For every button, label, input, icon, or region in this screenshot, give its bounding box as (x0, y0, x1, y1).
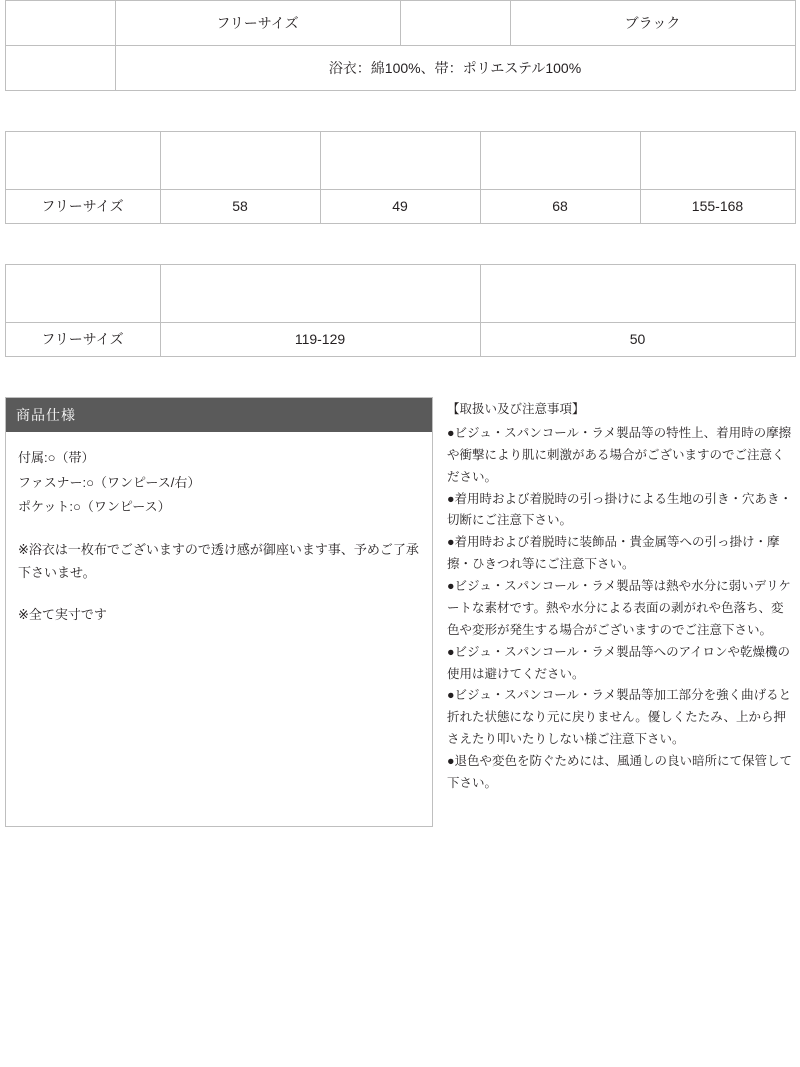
size-table-onepiece (5, 264, 796, 357)
header-spec-table (5, 0, 796, 91)
col-head-size (5, 132, 160, 190)
cell-onepiece-mitake: 119-129 (160, 323, 480, 357)
table-header-row (5, 265, 795, 323)
cell-size-value: フリーサイズ (115, 1, 400, 46)
spec-note-2: ※全て実寸です (18, 606, 107, 622)
col-head-mitake (160, 132, 320, 190)
spacer-1 (0, 91, 800, 131)
caution-item: ●ビジュ・スパンコール・ラメ製品等は熱や水分に弱いデリケートな素材です。熱や水分による表面の剥がれや色落ち、変色や変形が発生する場合がございますのでご注意下さい。 (447, 579, 791, 637)
size-table-yukata (5, 131, 796, 224)
table-row (5, 190, 795, 224)
spec-panel-body (6, 432, 432, 636)
cell-mitake: 58 (160, 190, 320, 224)
col-head-sodetake: 袖丈 (320, 132, 480, 190)
spacer-3 (0, 357, 800, 397)
caution-item: ●着用時および着脱時に装飾品・貴金属等への引っ掛け・摩擦・ひきつれ等にご注意下さい。 (447, 535, 780, 572)
col-head-size-l1: サイズ (62, 142, 103, 159)
spacer-2 (0, 224, 800, 264)
caution-item: ●ビジュ・スパンコール・ラメ製品等の特性上、着用時の摩擦や衝撃により肌に刺激がある場合がございますのでご注意ください。 (447, 425, 792, 484)
col-head-size-l2: （ｃｍ） (54, 161, 111, 178)
col-head-size (5, 265, 160, 323)
caution-item: ●退色や変色を防ぐためには、風通しの良い暗所にて保管して下さい。 (447, 754, 793, 790)
bottom-section (5, 397, 795, 827)
cell-size: フリーサイズ (5, 190, 160, 224)
col-head-height: 適合身長 (640, 132, 795, 190)
caution-panel (447, 397, 795, 795)
col-head-onepiece-mitake (160, 265, 480, 323)
col-head-onepiece-l2: 身丈 (306, 294, 334, 311)
table-row (5, 46, 795, 91)
cell-height: 155-168 (640, 190, 795, 224)
col-head-size-l2: （ｃｍ） (54, 294, 111, 311)
table-row (5, 1, 795, 46)
caution-item: ●着用時および着脱時の引っ掛けによる生地の引き・穴あき・切断にご注意下さい。 (447, 491, 793, 528)
caution-item: ●ビジュ・スパンコール・ラメ製品等へのアイロンや乾燥機の使用は避けてください。 (447, 644, 791, 681)
caution-item: ●ビジュ・スパンコール・ラメ製品等加工部分を強く曲げると折れた状態になり元に戻りません。優しくたたみ、上から押さえたり叩いたりしない様ご注意下さい。 (447, 688, 792, 747)
spec-line: ファスナー:○（ワンピース/右） (18, 474, 201, 490)
col-head-mihaba: 身幅 (480, 265, 795, 323)
spec-note-1: ※浴衣は一枚布でございますので透け感が御座います事、予めご了承下さいませ。 (18, 542, 419, 581)
spec-panel-title: 商品仕様 (6, 398, 432, 432)
col-head-yukitake: 裄丈 (480, 132, 640, 190)
col-head-size-l1: サイズ (62, 275, 103, 292)
table-header-row (5, 132, 795, 190)
cell-color-value: ブラック (510, 1, 795, 46)
cell-yukitake: 68 (480, 190, 640, 224)
spec-line: 付属:○（帯） (18, 450, 95, 465)
cell-color-label: カラー (400, 1, 510, 46)
cell-material-label: 素材 (5, 46, 115, 91)
cell-sodetake: 49 (320, 190, 480, 224)
spec-panel (5, 397, 433, 827)
table-row (5, 323, 795, 357)
caution-title: 【取扱い及び注意事項】 (447, 402, 585, 416)
spec-line: ポケット:○（ワンピース） (18, 499, 171, 515)
col-head-onepiece-l1: 【ワンピース】 (271, 275, 369, 292)
cell-mihaba: 50 (480, 323, 795, 357)
cell-material-value: 浴衣：綿100%、帯：ポリエステル100% (115, 46, 795, 91)
cell-size-label: サイズ (5, 1, 115, 46)
cell-size: フリーサイズ (5, 323, 160, 357)
col-head-mitake-l2: 身丈 (226, 161, 254, 178)
col-head-mitake-l1: 【浴衣】 (212, 142, 268, 159)
